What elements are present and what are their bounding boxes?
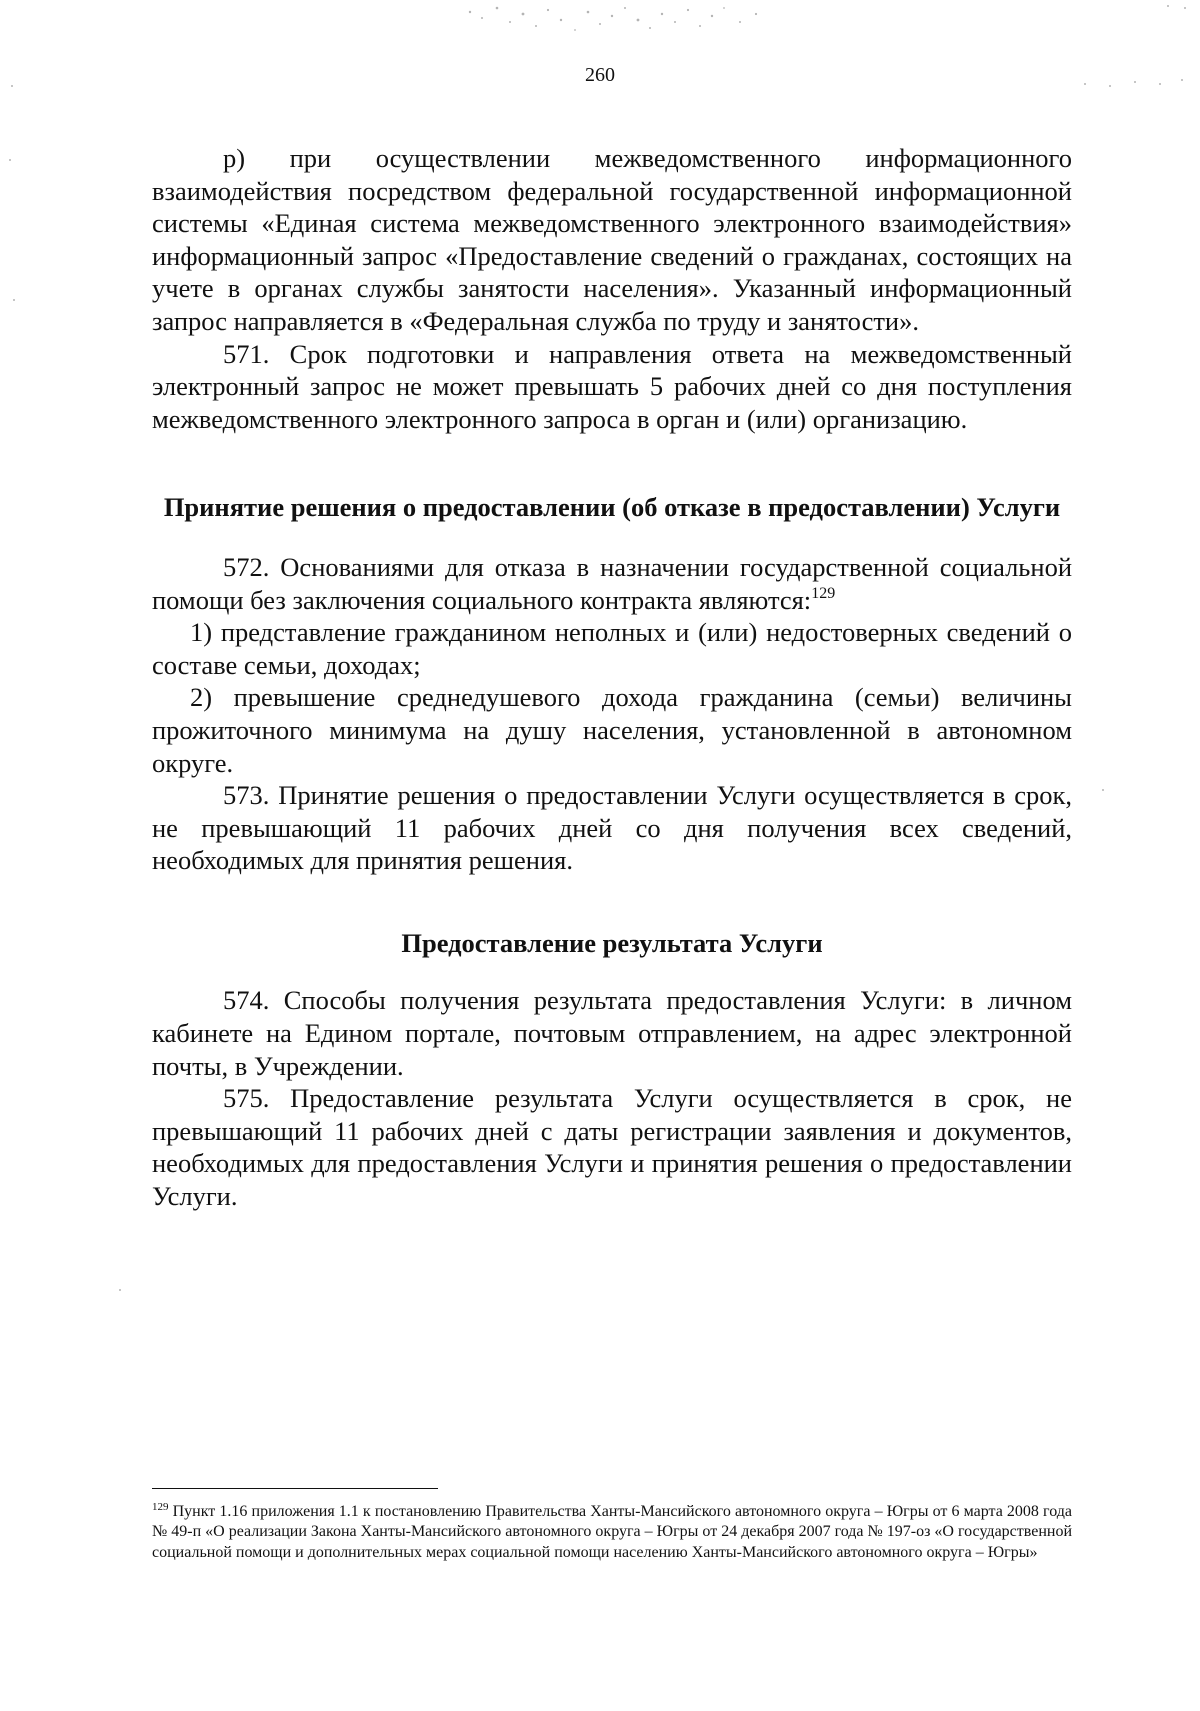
section-heading-result: Предоставление результата Услуги: [401, 927, 823, 958]
footnote: [152, 1502, 1072, 1563]
footnote-ref-129: 129: [811, 584, 836, 602]
paragraph-573: 573. Принятие решения о предоставлении Услуги осуществляется в срок, не превышающий 11 рабочих дней со дня получения всех сведений, необходимых для принятия решения.: [152, 780, 1072, 876]
footnote-divider: [152, 1488, 438, 1489]
document-body: [152, 142, 1072, 1213]
paragraph-r: р) при осуществлении межведомственного информационного взаимодействия посредством федеральной государственной информационной системы «Единая система межведомственного электронного взаимодействия» информационный запрос «Предоставление сведений о гражданах, состоящих на учете в органах службы занятости населения». Указанный информационный запрос направляется в «Федеральная служба по труду и занятости».: [152, 143, 1072, 336]
list-item-2: 2) превышение среднедушевого дохода гражданина (семьи) величины прожиточного минимума на душу населения, установленной в автономном округе.: [152, 682, 1072, 778]
footnote-text: Пункт 1.16 приложения 1.1 к постановлению Правительства Ханты-Мансийского автономного округа – Югры от 6 марта 2008 года № 49-п «О реализации Закона Ханты-Мансийского автономного округа – Югры от 24 декабря 2007 года № 197-оз «О государственной социальной помощи и дополнительных мерах социальной помощи населению Ханты-Мансийского автономного округа – Югры»: [152, 1503, 1073, 1561]
paragraph-571: 571. Срок подготовки и направления ответа на межведомственный электронный запрос не может превышать 5 рабочих дней со дня поступления межведомственного электронного запроса в орган и (или) организацию.: [152, 338, 1072, 434]
paragraph-572-text: 572. Основаниями для отказа в назначении государственной социальной помощи без заключения социального контракта являются:: [152, 551, 1072, 615]
paragraph-572: [152, 551, 1072, 616]
list-item-1: 1) представление гражданином неполных и (или) недостоверных сведений о составе семьи, доходах;: [152, 617, 1072, 680]
footnote-number: 129: [152, 1501, 169, 1513]
section-heading-decision: Принятие решения о предоставлении (об отказе в предоставлении) Услуги: [163, 492, 1061, 523]
paragraph-575: 575. Предоставление результата Услуги осуществляется в срок, не превышающий 11 рабочих дней с даты регистрации заявления и документов, необходимых для предоставления Услуги и принятия решения о предоставлении Услуги.: [152, 1083, 1072, 1212]
paragraph-574: 574. Способы получения результата предоставления Услуги: в личном кабинете на Едином портале, почтовым отправлением, на адрес электронной почты, в Учреждении.: [152, 985, 1072, 1081]
page-number: 260: [585, 64, 615, 86]
